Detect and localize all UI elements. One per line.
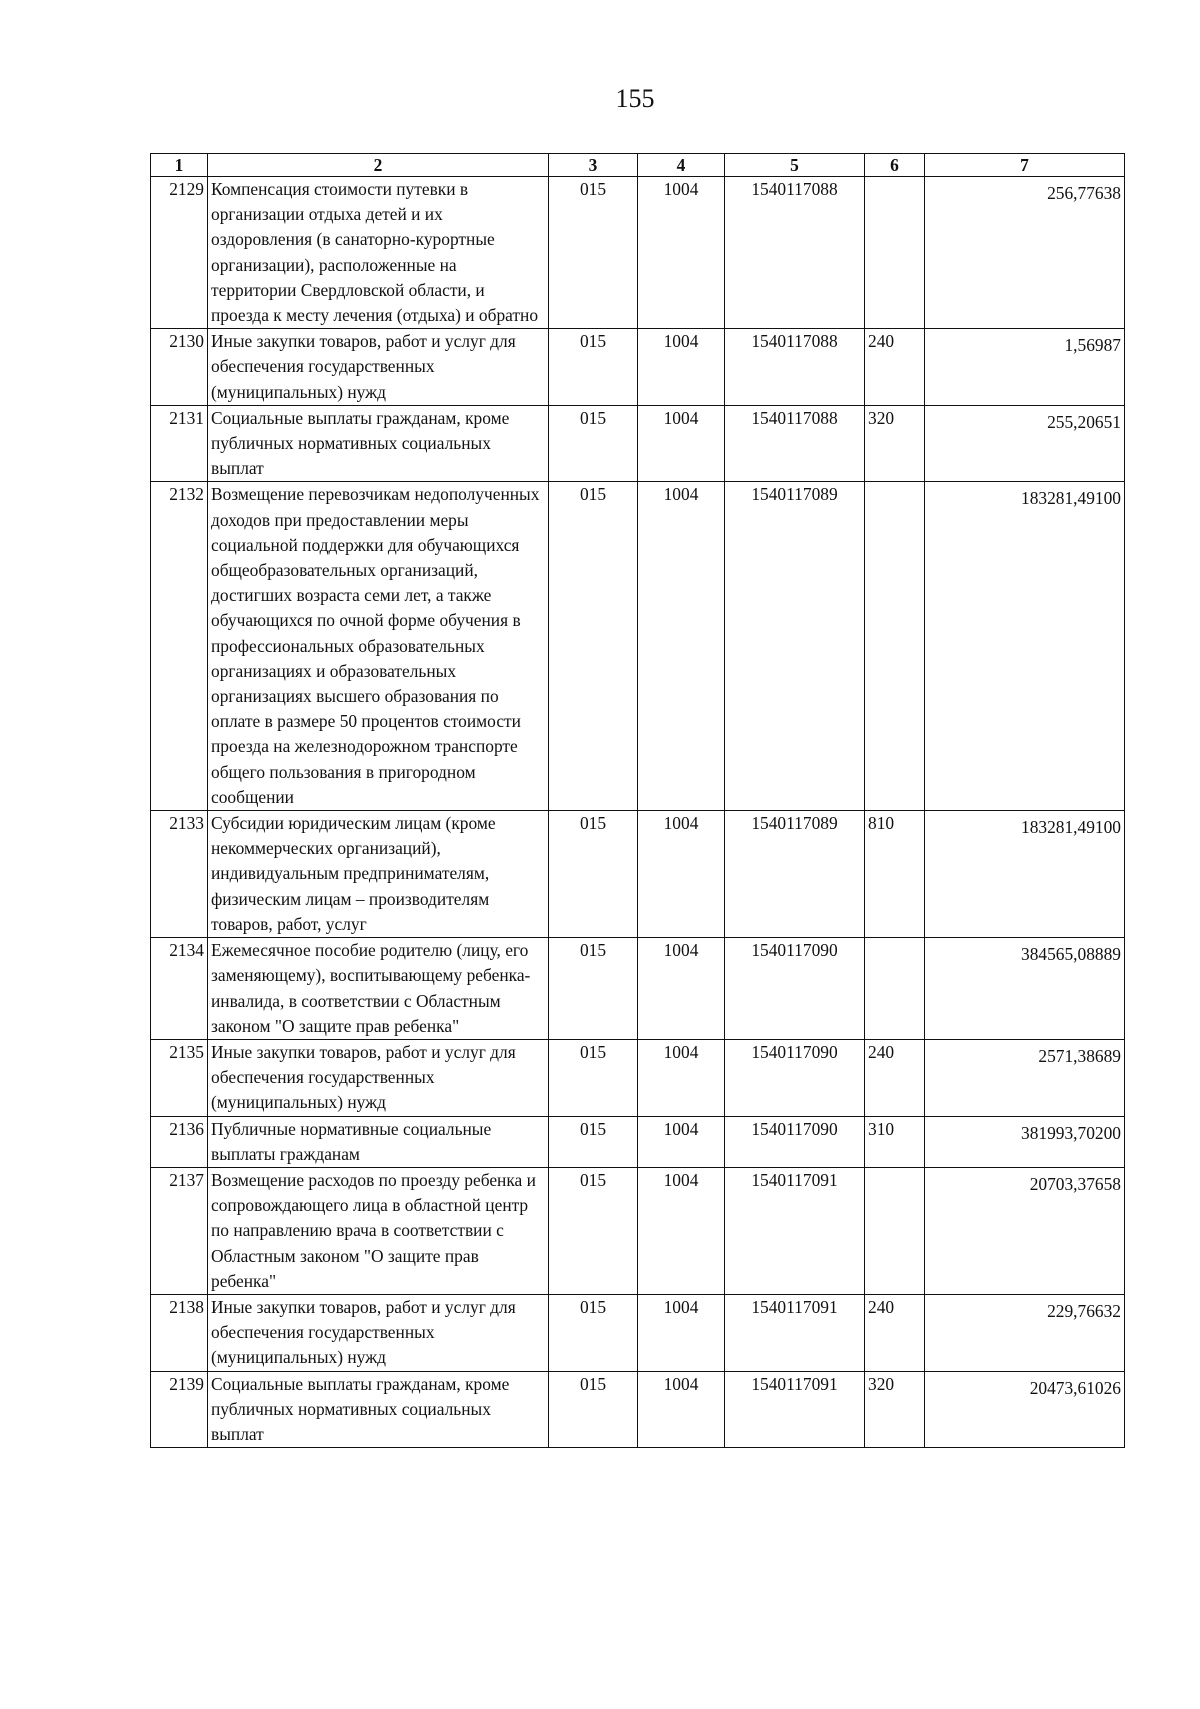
row-amount-value: 256,77638 xyxy=(1047,183,1121,203)
row-name: Иные закупки товаров, работ и услуг для обеспечения государственных (муниципальных) нужд xyxy=(208,1039,549,1116)
table-row xyxy=(151,405,1125,482)
row-code-5: 1540117088 xyxy=(725,405,865,482)
row-code-3: 015 xyxy=(549,405,638,482)
row-amount xyxy=(925,811,1125,938)
row-code-6: 310 xyxy=(865,1116,925,1167)
row-amount xyxy=(925,1294,1125,1371)
row-code-3: 015 xyxy=(549,1116,638,1167)
row-name: Ежемесячное пособие родителю (лицу, его заменяющему), воспитывающему ребенка-инвалида, в соответствии с Областным законом "О защите прав ребенка" xyxy=(208,938,549,1040)
row-amount-value: 229,76632 xyxy=(1047,1300,1121,1321)
row-name: Субсидии юридическим лицам (кроме некоммерческих организаций), индивидуальным предпринимателям, физическим лицам – производителям товаров, работ, услуг xyxy=(208,811,549,938)
table-row xyxy=(151,482,1125,811)
table-row xyxy=(151,811,1125,938)
row-code-5: 1540117088 xyxy=(725,177,865,329)
header-col-2: 2 xyxy=(208,154,549,177)
row-name: Иные закупки товаров, работ и услуг для обеспечения государственных (муниципальных) нужд xyxy=(208,1294,549,1371)
row-number: 2131 xyxy=(151,405,208,482)
row-code-5: 1540117089 xyxy=(725,482,865,811)
row-amount xyxy=(925,482,1125,811)
row-amount-value: 381993,70200 xyxy=(1021,1122,1121,1143)
header-col-4: 4 xyxy=(638,154,725,177)
row-name: Социальные выплаты гражданам, кроме публичных нормативных социальных выплат xyxy=(208,1371,549,1448)
row-amount-value: 20703,37658 xyxy=(1029,1173,1121,1194)
row-amount xyxy=(925,177,1125,329)
row-code-3: 015 xyxy=(549,938,638,1040)
budget-table xyxy=(150,153,1125,1448)
row-amount-value: 183281,49100 xyxy=(1021,817,1121,838)
row-code-4: 1004 xyxy=(638,938,725,1040)
row-code-3: 015 xyxy=(549,1371,638,1448)
row-number: 2130 xyxy=(151,329,208,406)
row-name: Возмещение расходов по проезду ребенка и сопровождающего лица в областной центр по направлению врача в соответствии с Областным законом "О защите прав ребенка" xyxy=(208,1167,549,1294)
row-code-3: 015 xyxy=(549,1294,638,1371)
row-code-4: 1004 xyxy=(638,1167,725,1294)
header-col-7: 7 xyxy=(925,154,1125,177)
row-code-5: 1540117090 xyxy=(725,1116,865,1167)
table-row xyxy=(151,1167,1125,1294)
row-amount-value: 2571,38689 xyxy=(1038,1045,1121,1066)
row-code-5: 1540117088 xyxy=(725,329,865,406)
header-col-3: 3 xyxy=(549,154,638,177)
row-code-5: 1540117091 xyxy=(725,1294,865,1371)
table-row xyxy=(151,1371,1125,1448)
row-number: 2139 xyxy=(151,1371,208,1448)
row-code-4: 1004 xyxy=(638,482,725,811)
row-amount xyxy=(925,1116,1125,1167)
row-amount xyxy=(925,1039,1125,1116)
row-code-6 xyxy=(865,482,925,811)
row-number: 2136 xyxy=(151,1116,208,1167)
row-amount xyxy=(925,405,1125,482)
row-code-5: 1540117090 xyxy=(725,938,865,1040)
row-code-5: 1540117089 xyxy=(725,811,865,938)
row-code-6: 240 xyxy=(865,1294,925,1371)
row-code-6: 320 xyxy=(865,1371,925,1448)
row-amount xyxy=(925,1167,1125,1294)
row-code-6 xyxy=(865,1167,925,1294)
row-code-5: 1540117090 xyxy=(725,1039,865,1116)
row-code-4: 1004 xyxy=(638,1039,725,1116)
row-amount-value: 20473,61026 xyxy=(1029,1377,1121,1398)
row-name: Возмещение перевозчикам недополученных доходов при предоставлении меры социальной поддержки для обучающихся общеобразовательных организаций, достигших возраста семи лет, а также обучающихся по очной форме обучения в профессиональных образовательных организациях и образовательных организациях высшего образования по оплате в размере 50 процентов стоимости проезда на железнодорожном транспорте общего пользования в пригородном сообщении xyxy=(208,482,549,811)
row-code-6: 240 xyxy=(865,1039,925,1116)
table-row xyxy=(151,329,1125,406)
row-number: 2135 xyxy=(151,1039,208,1116)
header-col-5: 5 xyxy=(725,154,865,177)
row-code-4: 1004 xyxy=(638,1294,725,1371)
header-col-1: 1 xyxy=(151,154,208,177)
row-amount-value: 384565,08889 xyxy=(1021,944,1121,965)
table-row xyxy=(151,938,1125,1040)
row-code-3: 015 xyxy=(549,177,638,329)
row-amount xyxy=(925,938,1125,1040)
page-number: 155 xyxy=(615,84,655,113)
row-code-6: 320 xyxy=(865,405,925,482)
row-code-4: 1004 xyxy=(638,811,725,938)
row-amount-value: 183281,49100 xyxy=(1021,488,1121,509)
row-number: 2137 xyxy=(151,1167,208,1294)
row-number: 2132 xyxy=(151,482,208,811)
row-code-4: 1004 xyxy=(638,329,725,406)
row-name: Публичные нормативные социальные выплаты гражданам xyxy=(208,1116,549,1167)
row-code-6 xyxy=(865,938,925,1040)
row-name: Компенсация стоимости путевки в организации отдыха детей и их оздоровления (в санаторно-курортные организации), расположенные на территории Свердловской области, и проезда к месту лечения (отдыха) и обратно xyxy=(208,177,549,329)
header-col-6: 6 xyxy=(865,154,925,177)
row-code-4: 1004 xyxy=(638,405,725,482)
row-code-4: 1004 xyxy=(638,1116,725,1167)
table-row xyxy=(151,1294,1125,1371)
row-code-5: 1540117091 xyxy=(725,1371,865,1448)
row-number: 2133 xyxy=(151,811,208,938)
row-code-3: 015 xyxy=(549,329,638,406)
row-code-3: 015 xyxy=(549,811,638,938)
row-number: 2138 xyxy=(151,1294,208,1371)
row-amount xyxy=(925,1371,1125,1448)
row-code-4: 1004 xyxy=(638,1371,725,1448)
row-code-3: 015 xyxy=(549,1039,638,1116)
row-code-6 xyxy=(865,177,925,329)
row-name: Иные закупки товаров, работ и услуг для обеспечения государственных (муниципальных) нужд xyxy=(208,329,549,406)
row-code-6: 240 xyxy=(865,329,925,406)
table-row xyxy=(151,177,1125,329)
row-code-5: 1540117091 xyxy=(725,1167,865,1294)
table-row xyxy=(151,1116,1125,1167)
row-code-3: 015 xyxy=(549,482,638,811)
row-amount-value: 255,20651 xyxy=(1047,411,1121,432)
table-row xyxy=(151,1039,1125,1116)
row-amount xyxy=(925,329,1125,406)
row-name: Социальные выплаты гражданам, кроме публичных нормативных социальных выплат xyxy=(208,405,549,482)
row-amount-value: 1,56987 xyxy=(1064,335,1121,356)
row-code-6: 810 xyxy=(865,811,925,938)
row-code-3: 015 xyxy=(549,1167,638,1294)
row-number: 2134 xyxy=(151,938,208,1040)
row-number: 2129 xyxy=(151,177,208,329)
row-code-4: 1004 xyxy=(638,177,725,329)
header-row xyxy=(151,154,1125,177)
